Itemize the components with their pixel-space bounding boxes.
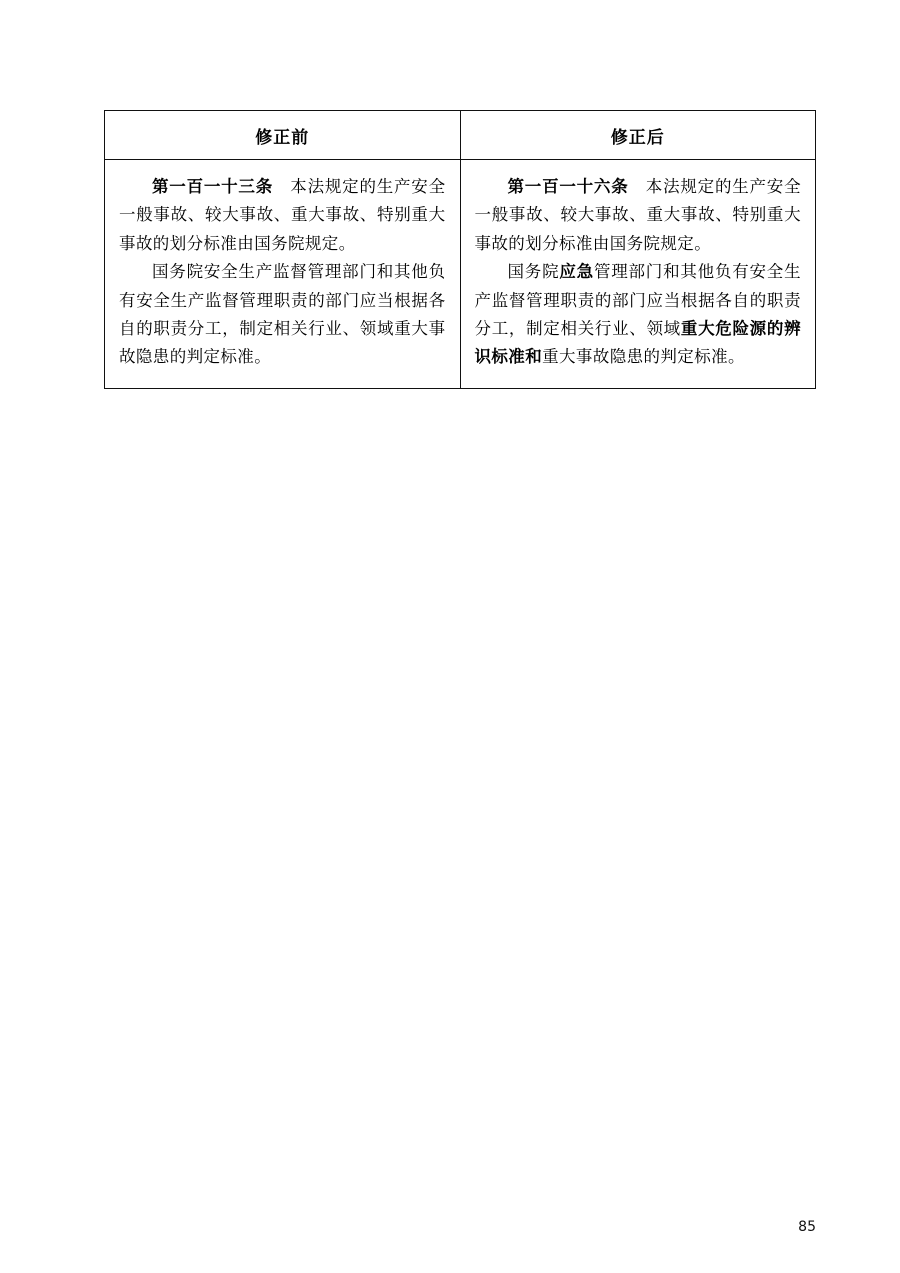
emphasis-text: 重大危险源的辨识标准和 [474,318,801,367]
body-text: 本法规定的生产安全一般事故、较大事故、重大事故、特别重大事故的划分标准由国务院规定。 [119,177,446,253]
table-row [105,160,816,389]
emphasis-text: 第一百一十三条 [152,177,274,196]
body-text: 国务院安全生产监督管理部门和其他负有安全生产监督管理职责的部门应当根据各自的职责分工，制定相关行业、领域重大事故隐患的判定标准。 [119,262,446,367]
emphasis-text: 第一百一十六条 [507,177,629,196]
page-number: 85 [798,1219,816,1235]
amendment-comparison-table [104,110,816,389]
body-text: 国务院 [507,262,560,282]
paragraph [475,173,802,258]
body-text: 管理部门和其他负有安全生产监督管理职责的部门应当根据各自的职责分工，制定相关行业、领域 [474,262,801,338]
before-text-block [105,160,460,388]
table-header-row [105,111,816,160]
cell-after-amendment [460,160,816,389]
emphasis-text: 应急 [559,262,594,282]
cell-before-amendment [105,160,461,389]
column-header-before: 修正前 [105,111,461,160]
column-header-after: 修正后 [460,111,816,160]
paragraph [475,258,802,372]
body-text: 重大事故隐患的判定标准。 [542,347,745,367]
body-text: 本法规定的生产安全一般事故、较大事故、重大事故、特别重大事故的划分标准由国务院规定。 [474,177,801,253]
after-text-block [461,160,816,388]
paragraph [119,173,446,258]
paragraph [119,258,446,372]
